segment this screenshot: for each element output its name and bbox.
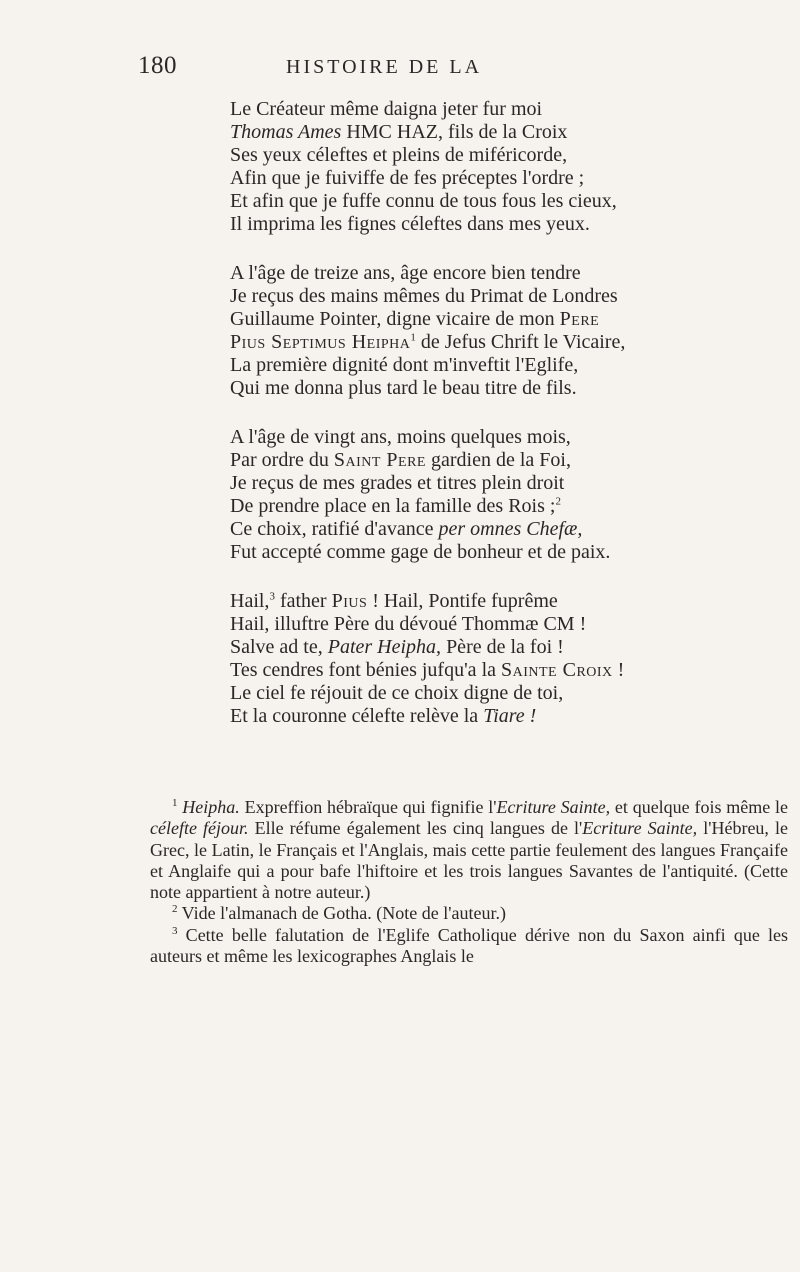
poem-line: Je reçus des mains mêmes du Primat de Londres <box>230 285 618 307</box>
footnote-ref: 2 <box>555 495 561 508</box>
poem-line: Tes cendres font bénies jufqu'a la Sainte Croix ! <box>230 659 625 681</box>
poem-line: La première dignité dont m'inveftit l'Eglife, <box>230 354 579 376</box>
poem-line: Il imprima les fignes céleftes dans mes yeux. <box>230 213 590 235</box>
stanza-1 <box>230 98 770 236</box>
poem-line: A l'âge de treize ans, âge encore bien tendre <box>230 262 581 284</box>
footnote: $^3$ Cette belle falutation de l'Eglife Catholique dérive non du Saxon ainfi que les auteurs et même les lexicographes Anglais le <box>150 924 788 967</box>
poem-line: Salve ad te, Pater Heipha, Père de la foi ! <box>230 636 564 658</box>
poem-line: Afin que je fuiviffe de fes préceptes l'ordre ; <box>230 167 585 189</box>
poem-line: Par ordre du Saint Pere gardien de la Foi, <box>230 449 571 471</box>
footnote-ref: 1 <box>410 331 416 344</box>
stanza-3 <box>230 426 770 564</box>
page-number: 180 <box>138 52 177 79</box>
poem-line: Pius Septimus Heipha$^1$ de Jefus Chrift le Vicaire, <box>230 331 626 353</box>
stanza-4 <box>230 590 770 728</box>
poem-line: Ses yeux céleftes et pleins de miféricorde, <box>230 144 568 166</box>
stanza-2 <box>230 262 770 400</box>
poem-line: Thomas Ames HMC HAZ, fils de la Croix <box>230 121 568 143</box>
running-head: HISTOIRE DE LA <box>286 56 483 78</box>
poem-line: Je reçus de mes grades et titres plein droit <box>230 472 565 494</box>
poem-line: Et la couronne célefte relève la Tiare ! <box>230 705 537 727</box>
poem-line: Hail, illuftre Père du dévoué Thommæ CM ! <box>230 613 587 635</box>
poem-line: Guillaume Pointer, digne vicaire de mon Pere <box>230 308 600 330</box>
poem-line: Ce choix, ratifié d'avance per omnes Chefæ, <box>230 518 583 540</box>
footnote: $^1$ Heipha. Expreffion hébraïque qui fignifie l'Ecriture Sainte, et quelque fois même le célefte féjour. Elle réfume également les cinq langues de l'Ecriture Sainte, l'Hébreu, le Grec, le Latin, le Français et l'Anglais, mais cette partie feulement des langues Françaife et Anglaife qui a pour bafe l'hiftoire et les trois langues Savantes de l'antiquité. (Cette note appartient à notre auteur.) <box>150 797 788 903</box>
poem <box>230 98 770 754</box>
poem-line: A l'âge de vingt ans, moins quelques mois, <box>230 426 571 448</box>
poem-line: Hail,$^3$ father Pius ! Hail, Pontife fuprême <box>230 590 558 612</box>
footnote: $^2$ Vide l'almanach de Gotha. (Note de l'auteur.) <box>172 903 506 924</box>
poem-line: Qui me donna plus tard le beau titre de fils. <box>230 377 577 399</box>
page-header <box>138 52 738 82</box>
poem-line: Le Créateur même daigna jeter fur moi <box>230 98 543 120</box>
footnote-ref: 3 <box>269 590 275 603</box>
poem-line: Le ciel fe réjouit de ce choix digne de toi, <box>230 682 564 704</box>
poem-line: De prendre place en la famille des Rois ;$^2$ <box>230 495 561 517</box>
footnotes <box>150 797 788 967</box>
poem-line: Fut accepté comme gage de bonheur et de paix. <box>230 541 611 563</box>
poem-line: Et afin que je fuffe connu de tous fous les cieux, <box>230 190 617 212</box>
